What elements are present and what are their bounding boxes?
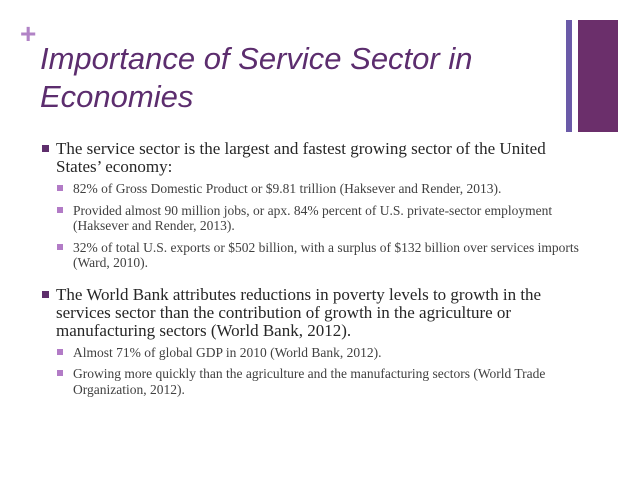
square-bullet-icon — [57, 244, 63, 250]
square-bullet-icon — [57, 349, 63, 355]
sub-bullet-text: Provided almost 90 million jobs, or apx. 84% percent of U.S. private-sector employment (Haksever and Render, 2013). — [73, 202, 553, 233]
sub-bullet-item — [56, 203, 582, 234]
square-bullet-icon — [42, 291, 49, 298]
sub-bullet-list — [56, 345, 582, 398]
sub-bullet-text: Growing more quickly than the agriculture and the manufacturing sectors (World Trade Organization, 2012). — [73, 366, 546, 397]
bullet-item — [42, 286, 582, 340]
square-bullet-icon — [42, 145, 49, 152]
accent-bar-thick — [578, 20, 618, 132]
sub-bullet-item — [56, 181, 582, 197]
bullet-text: The World Bank attributes reductions in poverty levels to growth in the services sector than the contribution of growth in the agriculture or manufacturing sectors (World Bank, 2012). — [56, 284, 542, 340]
sub-bullet-list — [56, 181, 582, 271]
accent-bar-thin — [566, 20, 572, 132]
sub-bullet-item — [56, 240, 582, 271]
sub-bullet-item — [56, 366, 582, 397]
slide-title: Importance of Service Sector in Economies — [40, 41, 473, 114]
square-bullet-icon — [57, 185, 63, 191]
square-bullet-icon — [57, 370, 63, 376]
sub-bullet-text: Almost 71% of global GDP in 2010 (World Bank, 2012). — [73, 344, 382, 360]
square-bullet-icon — [57, 207, 63, 213]
bullet-list — [42, 140, 582, 403]
plus-icon: + — [20, 18, 37, 49]
sub-bullet-text: 32% of total U.S. exports or $502 billion, with a surplus of $132 billion over services imports (Ward, 2010). — [73, 239, 579, 270]
sub-bullet-text: 82% of Gross Domestic Product or $9.81 trillion (Haksever and Render, 2013). — [73, 181, 502, 196]
bullet-text: The service sector is the largest and fastest growing sector of the United States’ economy: — [56, 139, 546, 176]
bullet-item — [42, 140, 582, 176]
sub-bullet-item — [56, 345, 582, 361]
